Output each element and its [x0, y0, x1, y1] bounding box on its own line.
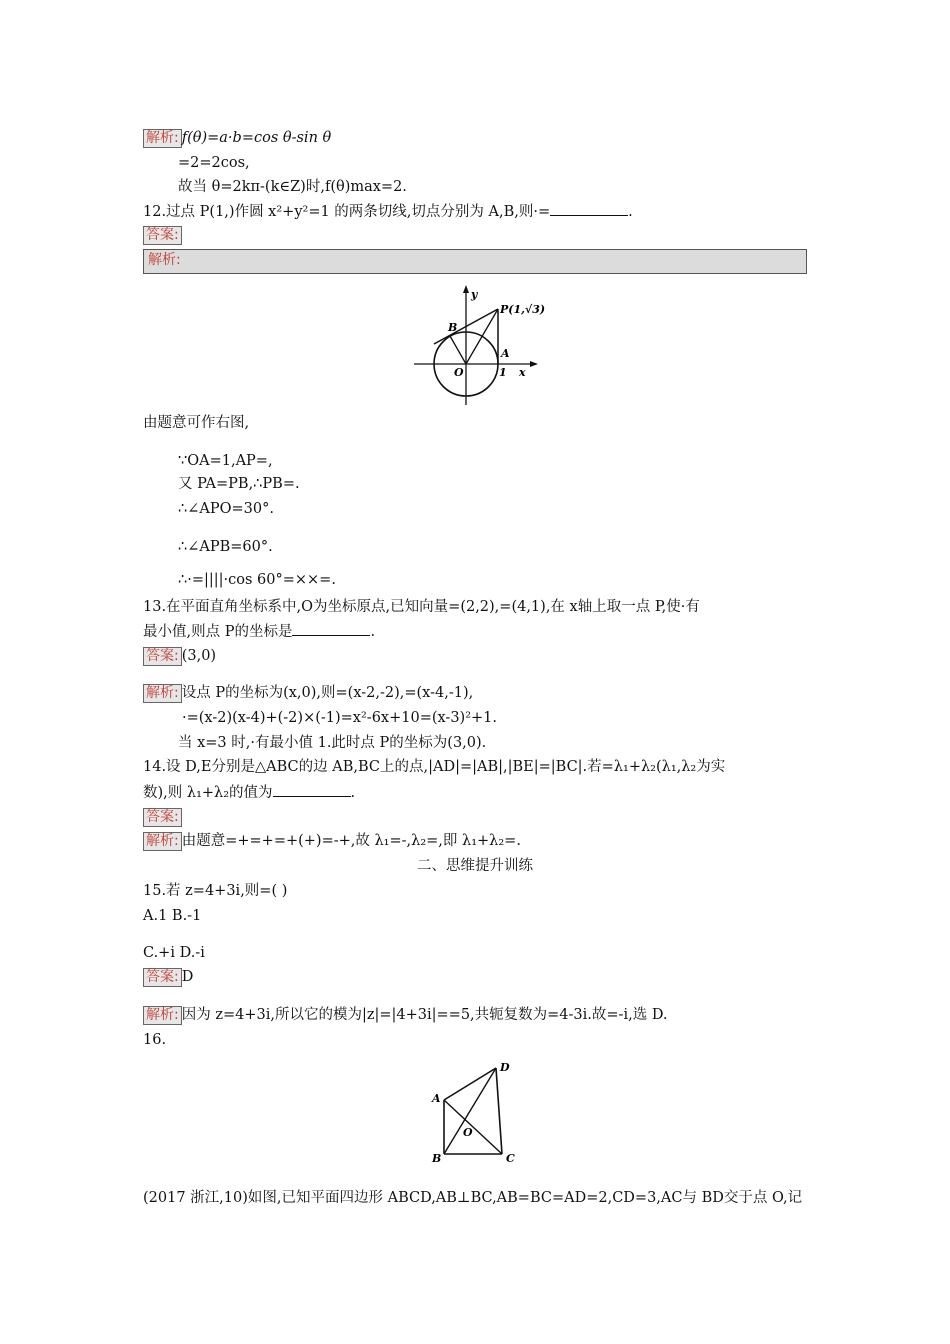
answer-row-12: [143, 226, 182, 245]
analysis-row-13: [143, 683, 473, 703]
text-line: 故当 θ=2kπ-(k∈Z)时,f(θ)max=2.: [178, 179, 407, 195]
question-text: 最小值,则点 P的坐标是: [143, 624, 293, 640]
text-line: ∵OA=1,AP=,: [178, 453, 273, 469]
answer-blank: [550, 201, 628, 216]
label-y: y: [471, 288, 478, 301]
label-B: B: [448, 321, 458, 334]
answer-row-15: [143, 967, 193, 987]
section-heading: 二、思维提升训练: [417, 858, 533, 874]
answer-value: (3,0): [181, 648, 217, 664]
analysis-label: 解析:: [143, 1006, 182, 1025]
text-line: ·=(x-2)(x-4)+(-2)×(-1)=x²-6x+10=(x-3)²+1.: [182, 710, 498, 726]
answer-label: 答案:: [143, 226, 182, 245]
question-16-text: (2017 浙江,10)如图,已知平面四边形 ABCD,AB⊥BC,AB=BC=AD=2,CD=3,AC与 BD交于点 O,记: [143, 1190, 803, 1206]
question-text: 12.过点 P(1,)作圆 x²+y²=1 的两条切线,切点分别为 A,B,则·=: [143, 204, 551, 220]
punct: .: [370, 624, 376, 640]
text: f(θ)=a·b=cos θ-sin θ: [181, 130, 332, 146]
text-line: ∴∠APO=30°.: [178, 501, 274, 517]
text-line: =2=2cos,: [178, 155, 250, 171]
analysis-text: 因为 z=4+3i,所以它的模为|z|=|4+3i|==5,共轭复数为=4-3i.故=-i,选 D.: [181, 1007, 668, 1023]
quadrilateral-figure: [426, 1058, 526, 1170]
label-A: A: [432, 1092, 441, 1105]
answer-row-14: [143, 808, 182, 827]
answer-row-13: [143, 646, 216, 666]
label-O: O: [463, 1126, 473, 1139]
answer-label: 答案:: [143, 808, 182, 827]
label-O: O: [454, 366, 464, 379]
text-line: 当 x=3 时,·有最小值 1.此时点 P的坐标为(3,0).: [178, 735, 487, 751]
question-text: 数),则 λ₁+λ₂的值为: [143, 785, 273, 801]
punct: .: [628, 204, 633, 220]
question-12: [143, 201, 633, 222]
text-line: ∴·=||||·cos 60°=××=.: [178, 572, 336, 588]
answer-label: 答案:: [143, 647, 182, 666]
text-line: 由题意可作右图,: [143, 415, 250, 431]
label-C: C: [506, 1152, 515, 1165]
question-14-line1: 14.设 D,E分别是△ABC的边 AB,BC上的点,|AD|=|AB|,|BE|=|BC|.若=λ₁+λ₂(λ₁,λ₂为实: [143, 759, 726, 775]
analysis-box-12: [143, 249, 807, 274]
answer-blank: [292, 621, 370, 636]
choices-cd: C.+i D.-i: [143, 945, 205, 961]
question-14-line2: [143, 782, 355, 803]
answer-value: D: [181, 969, 194, 985]
label-A: A: [501, 347, 510, 360]
analysis-line-11: [143, 128, 331, 148]
answer-label: 答案:: [143, 968, 182, 987]
choices-ab: A.1 B.-1: [143, 908, 202, 924]
analysis-label: 解析:: [148, 252, 181, 268]
label-x: x: [519, 366, 526, 379]
question-13-line2: [143, 621, 375, 642]
analysis-label: 解析:: [143, 832, 182, 851]
analysis-row-15: [143, 1005, 668, 1025]
text-line: 又 PA=PB,∴PB=.: [178, 476, 300, 492]
analysis-label: 解析:: [143, 129, 182, 148]
label-B: B: [432, 1152, 442, 1165]
answer-blank: [273, 782, 351, 797]
analysis-label: 解析:: [143, 684, 182, 703]
question-16-number: 16.: [143, 1032, 167, 1048]
analysis-row-14: [143, 831, 521, 851]
question-13-line1: 13.在平面直角坐标系中,O为坐标原点,已知向量=(2,2),=(4,1),在 x轴上取一点 P,使·有: [143, 599, 700, 615]
label-1: 1: [499, 366, 507, 379]
punct: .: [350, 785, 356, 801]
analysis-text: 设点 P的坐标为(x,0),则=(x-2,-2),=(x-4,-1),: [181, 685, 474, 701]
circle-tangent-figure: [410, 284, 546, 408]
label-P: P(1,√3): [500, 303, 546, 316]
text-line: ∴∠APB=60°.: [178, 539, 273, 555]
question-15: 15.若 z=4+3i,则=( ): [143, 883, 288, 899]
label-D: D: [500, 1061, 510, 1074]
analysis-text: 由题意=+=+=+(+)=-+,故 λ₁=-,λ₂=,即 λ₁+λ₂=.: [181, 833, 521, 849]
